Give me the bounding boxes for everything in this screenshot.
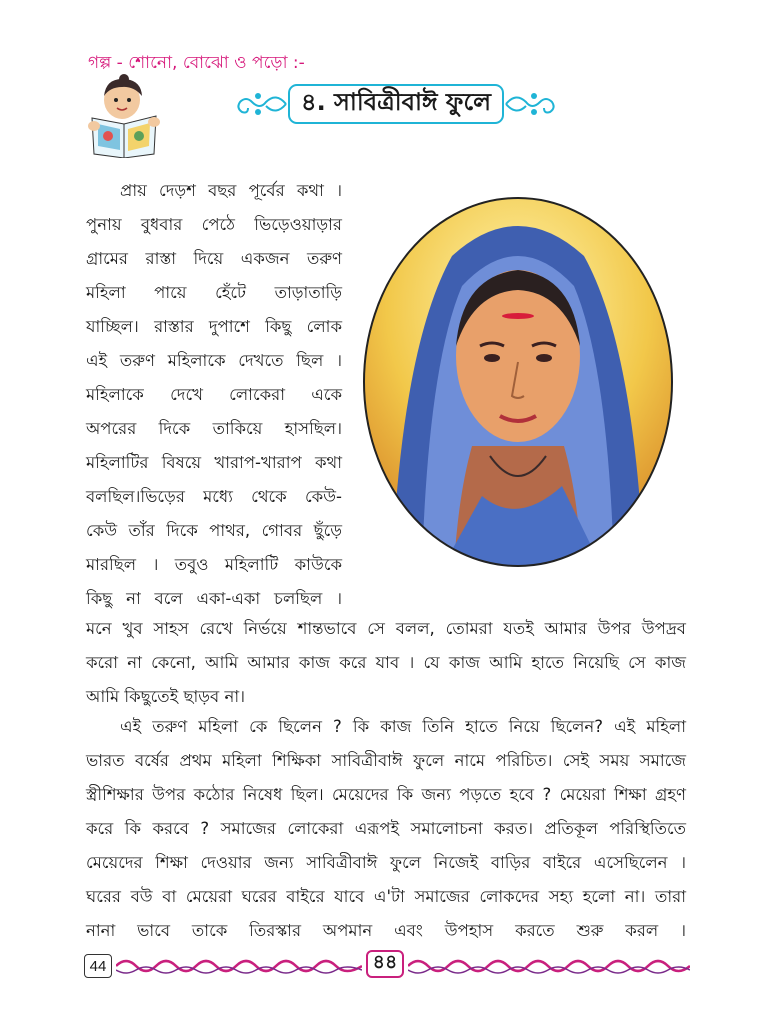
body-line-6: এই তরুণ মহিলাকে দেখতে ছিল । bbox=[86, 351, 342, 370]
body-line-5: যাচ্ছিল। রাস্তার দুপাশে কিছু লোক bbox=[86, 317, 342, 336]
portrait-savitribai-phule bbox=[362, 196, 674, 568]
body-line-10: বলছিল।ভিড়ের মধ্যে থেকে কেউ- bbox=[86, 487, 342, 506]
footer-ornament-right-icon bbox=[408, 956, 690, 976]
body-line-11: কেউ তাঁর দিকে পাথর, গোবর ছুঁড়ে bbox=[86, 521, 342, 540]
body-line-2: পুনায় বুধবার পেঠে ভিড়েওয়াড়ার bbox=[86, 215, 342, 234]
section-label: গল্প - শোনো, বোঝো ও পড়ো :- bbox=[88, 53, 305, 73]
body-line-18: ভারত বর্ষের প্রথম মহিলা শিক্ষিকা সাবিত্রীবাঈ ফুলে নামে পরিচিত। সেই সময় সমাজে bbox=[86, 751, 686, 770]
body-line-20: করে কি করবে ? সমাজের লোকেরা এরূপই সমালোচনা করত। প্রতিকূল পরিস্থিতিতে bbox=[86, 819, 686, 838]
body-line-16: আমি কিছুতেই ছাড়ব না। bbox=[86, 687, 245, 706]
body-line-13: কিছু না বলে একা-একা চলছিল । bbox=[86, 589, 342, 608]
body-line-4: মহিলা পায়ে হেঁটে তাড়াতাড়ি bbox=[86, 283, 342, 302]
body-line-14: মনে খুব সাহস রেখে নির্ভয়ে শান্তভাবে সে বলল, তোমরা যতই আমার উপর উপদ্রব bbox=[86, 619, 686, 638]
page-number: 44 bbox=[84, 954, 112, 978]
body-line-17: এই তরুণ মহিলা কে ছিলেন ? কি কাজ তিনি হাতে নিয়ে ছিলেন? এই মহিলা bbox=[120, 717, 686, 736]
body-line-22: ঘরের বউ বা মেয়েরা ঘরের বাইরে যাবে এ'টা সমাজের লোকদের সহ্য হলো না। তারা bbox=[86, 887, 686, 906]
page-footer bbox=[0, 942, 767, 982]
body-line-12: মারছিল । তবুও মহিলাটি কাউকে bbox=[86, 555, 342, 574]
body-line-7: মহিলাকে দেখে লোকেরা একে bbox=[86, 385, 342, 404]
lesson-title: ৪. সাবিত্রীবাঈ ফুলে bbox=[288, 84, 504, 124]
page-number-bengali: ৪৪ bbox=[366, 950, 404, 978]
footer-ornament-left-icon bbox=[116, 956, 362, 976]
body-line-3: গ্রামের রাস্তা দিয়ে একজন তরুণ bbox=[86, 249, 342, 268]
body-line-19: স্ত্রীশিক্ষার উপর কঠোর নিষেধ ছিল। মেয়েদের কি জন্য পড়তে হবে ? মেয়েরা শিক্ষা গ্রহণ bbox=[86, 785, 686, 804]
lesson-title-banner bbox=[236, 82, 556, 128]
body-line-21: মেয়েদের শিক্ষা দেওয়ার জন্য সাবিত্রীবাঈ ফুলে নিজেই বাড়ির বাইরে এসেছিলেন । bbox=[86, 853, 686, 872]
body-line-1: প্রায় দেড়শ বছর পূর্বের কথা । bbox=[120, 181, 342, 200]
body-line-8: অপরের দিকে তাকিয়ে হাসছিল। bbox=[86, 419, 342, 438]
left-flourish-icon bbox=[236, 88, 288, 120]
body-line-15: করো না কেনো, আমি আমার কাজ করে যাব । যে কাজ আমি হাতে নিয়েছি সে কাজ bbox=[86, 653, 686, 672]
body-line-23: নানা ভাবে তাকে তিরস্কার অপমান এবং উপহাস করতে শুরু করল । bbox=[86, 921, 686, 940]
body-line-9: মহিলাটির বিষয়ে খারাপ-খারাপ কথা bbox=[86, 453, 342, 472]
right-flourish-icon bbox=[504, 88, 556, 120]
child-reading-book-icon bbox=[84, 74, 164, 158]
